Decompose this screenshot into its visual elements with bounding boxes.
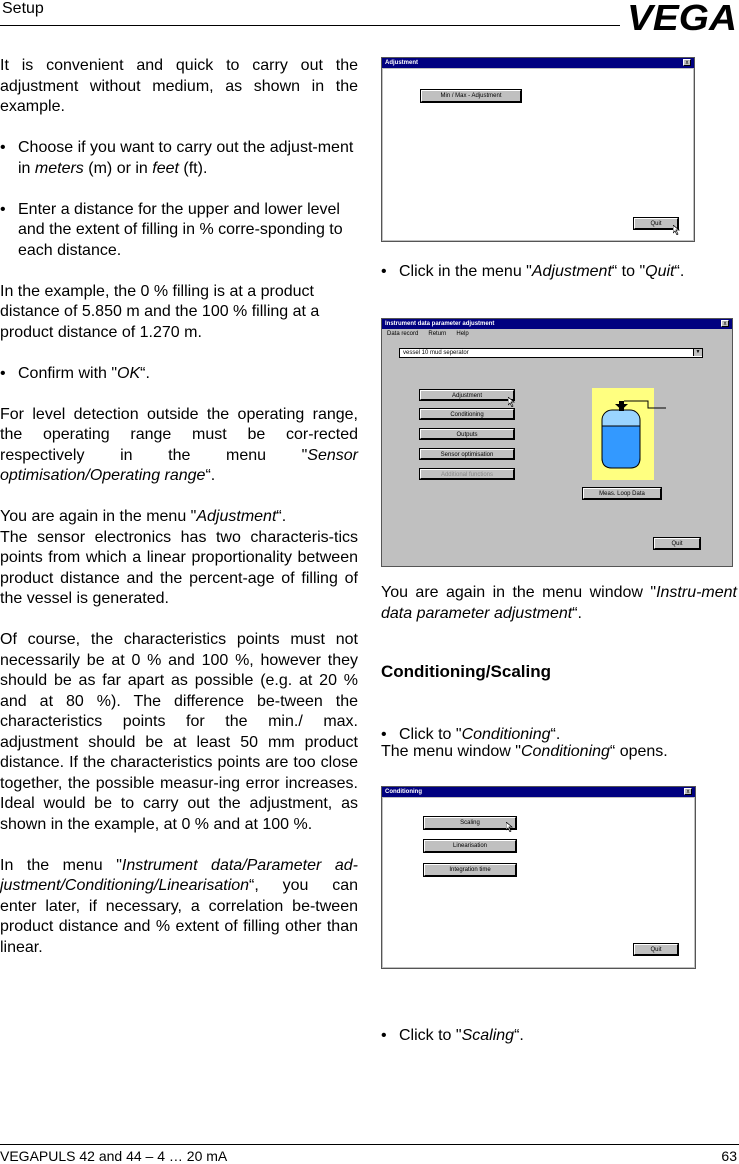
menu-return[interactable]: Return [428, 331, 447, 337]
adjustment-window [381, 57, 695, 242]
instrument-window [381, 318, 733, 567]
paragraph-example: In the example, the 0 % filling is at a product distance of 5.850 m and the 100 % filling at a product distance of 1.270 m. [0, 282, 320, 341]
paragraph-intro: It is convenient and quick to carry out the adjustment without medium, as shown in the example. [0, 57, 358, 115]
footer-rule [0, 1144, 739, 1145]
conditioning-title: Conditioning [382, 787, 695, 797]
menu-bar [383, 330, 731, 339]
quit-button[interactable]: Quit [634, 944, 678, 955]
vega-logo [625, 2, 739, 32]
menu-help[interactable]: Help [456, 331, 469, 337]
header-rule [0, 25, 620, 26]
paragraph-again-adjustment: You are again in the menu "Adjustment“. The sensor electronics has two characteris-tics points from which a linear proportionality between product distance and the percent-age of filling of the vessel is generated. [0, 508, 358, 607]
bullet-click-quit: • Click in the menu "Adjustment“ to "Quit“. [381, 262, 739, 283]
svg-text:VEGA: VEGA [627, 2, 737, 32]
quit-button[interactable]: Quit [654, 538, 700, 549]
mouse-cursor-icon [673, 225, 681, 235]
vessel-tank-icon [592, 388, 666, 482]
bullet-units: • Choose if you want to carry out the adjust-ment in meters (m) or in feet (ft). [0, 138, 358, 179]
adjustment-body [383, 69, 693, 240]
meas-loop-data-button[interactable]: Meas. Loop Data [583, 488, 661, 499]
conditioning-window [381, 786, 696, 969]
additional-functions-button: Additional functions [420, 469, 514, 479]
section-title: Setup [2, 0, 44, 17]
linearisation-button[interactable]: Linearisation [424, 840, 516, 852]
instrument-title: Instrument data parameter adjustment [382, 319, 732, 329]
conditioning-body [383, 798, 694, 967]
bullet-click-conditioning: • Click to "Conditioning“. [381, 725, 739, 746]
integration-time-button[interactable]: Integration time [424, 864, 516, 876]
section-heading: Conditioning/Scaling [381, 662, 551, 681]
paragraph-again-instrument: You are again in the menu window "Instru-ment data parameter adjustment“. [381, 584, 737, 622]
close-icon[interactable]: x [721, 320, 729, 327]
close-icon[interactable]: x [683, 59, 691, 66]
conditioning-button[interactable]: Conditioning [420, 409, 514, 419]
bullet-click-scaling: • Click to "Scaling“. [381, 1026, 739, 1047]
adjustment-button[interactable]: Adjustment [420, 390, 514, 400]
close-icon[interactable]: x [684, 788, 692, 795]
sensor-optimisation-button[interactable]: Sensor optimisation [420, 449, 514, 459]
paragraph-conditioning-opens: The menu window "Conditioning“ opens. [381, 743, 668, 760]
mouse-cursor-icon [506, 822, 514, 832]
chevron-down-icon[interactable]: ▼ [693, 349, 702, 356]
bullet-distance: • Enter a distance for the upper and lower level and the extent of filling in % corre-sponding to each distance. [0, 200, 358, 262]
mouse-cursor-icon [508, 397, 516, 407]
instrument-body [383, 340, 731, 565]
paragraph-characteristics: Of course, the characteristics points must not necessarily be at 0 % and 100 %, however they should be as far apart as possible (e.g. at 20 % and at 80 %). The difference be-tween the characteristics points for the min./ max. adjustment should be at least 50 mm product distance. If the characteristics points are too close together, the possible measur-ing error increases. Ideal would be to carry out the adjustment, as shown in the example, at 0 % and at 100 %. [0, 631, 358, 833]
quit-button[interactable]: Quit [634, 218, 678, 229]
vessel-select[interactable] [399, 348, 703, 358]
paragraph-level-detection: For level detection outside the operating range, the operating range must be cor-rected respectively in the menu "Sensor optimisation/Operating range“. [0, 405, 358, 484]
page-number: 63 [721, 1148, 737, 1164]
minmax-adjustment-button[interactable]: Min / Max - Adjustment [421, 90, 521, 102]
outputs-button[interactable]: Outputs [420, 429, 514, 439]
bullet-confirm: • Confirm with "OK“. [0, 364, 358, 385]
footer-product: VEGAPULS 42 and 44 – 4 … 20 mA [0, 1148, 228, 1164]
adjustment-title: Adjustment [382, 58, 694, 68]
vessel-select-value: vessel 10 mud seperator [403, 350, 469, 356]
left-column [0, 56, 358, 979]
menu-data-record[interactable]: Data record [387, 331, 419, 337]
scaling-button[interactable]: Scaling [424, 817, 516, 829]
paragraph-linearisation: In the menu "Instrument data/Parameter ad-justment/Conditioning/Linearisation“, you can enter later, if necessary, a correlation be-tween product distance and % extent of filling other than linear. [0, 856, 358, 956]
